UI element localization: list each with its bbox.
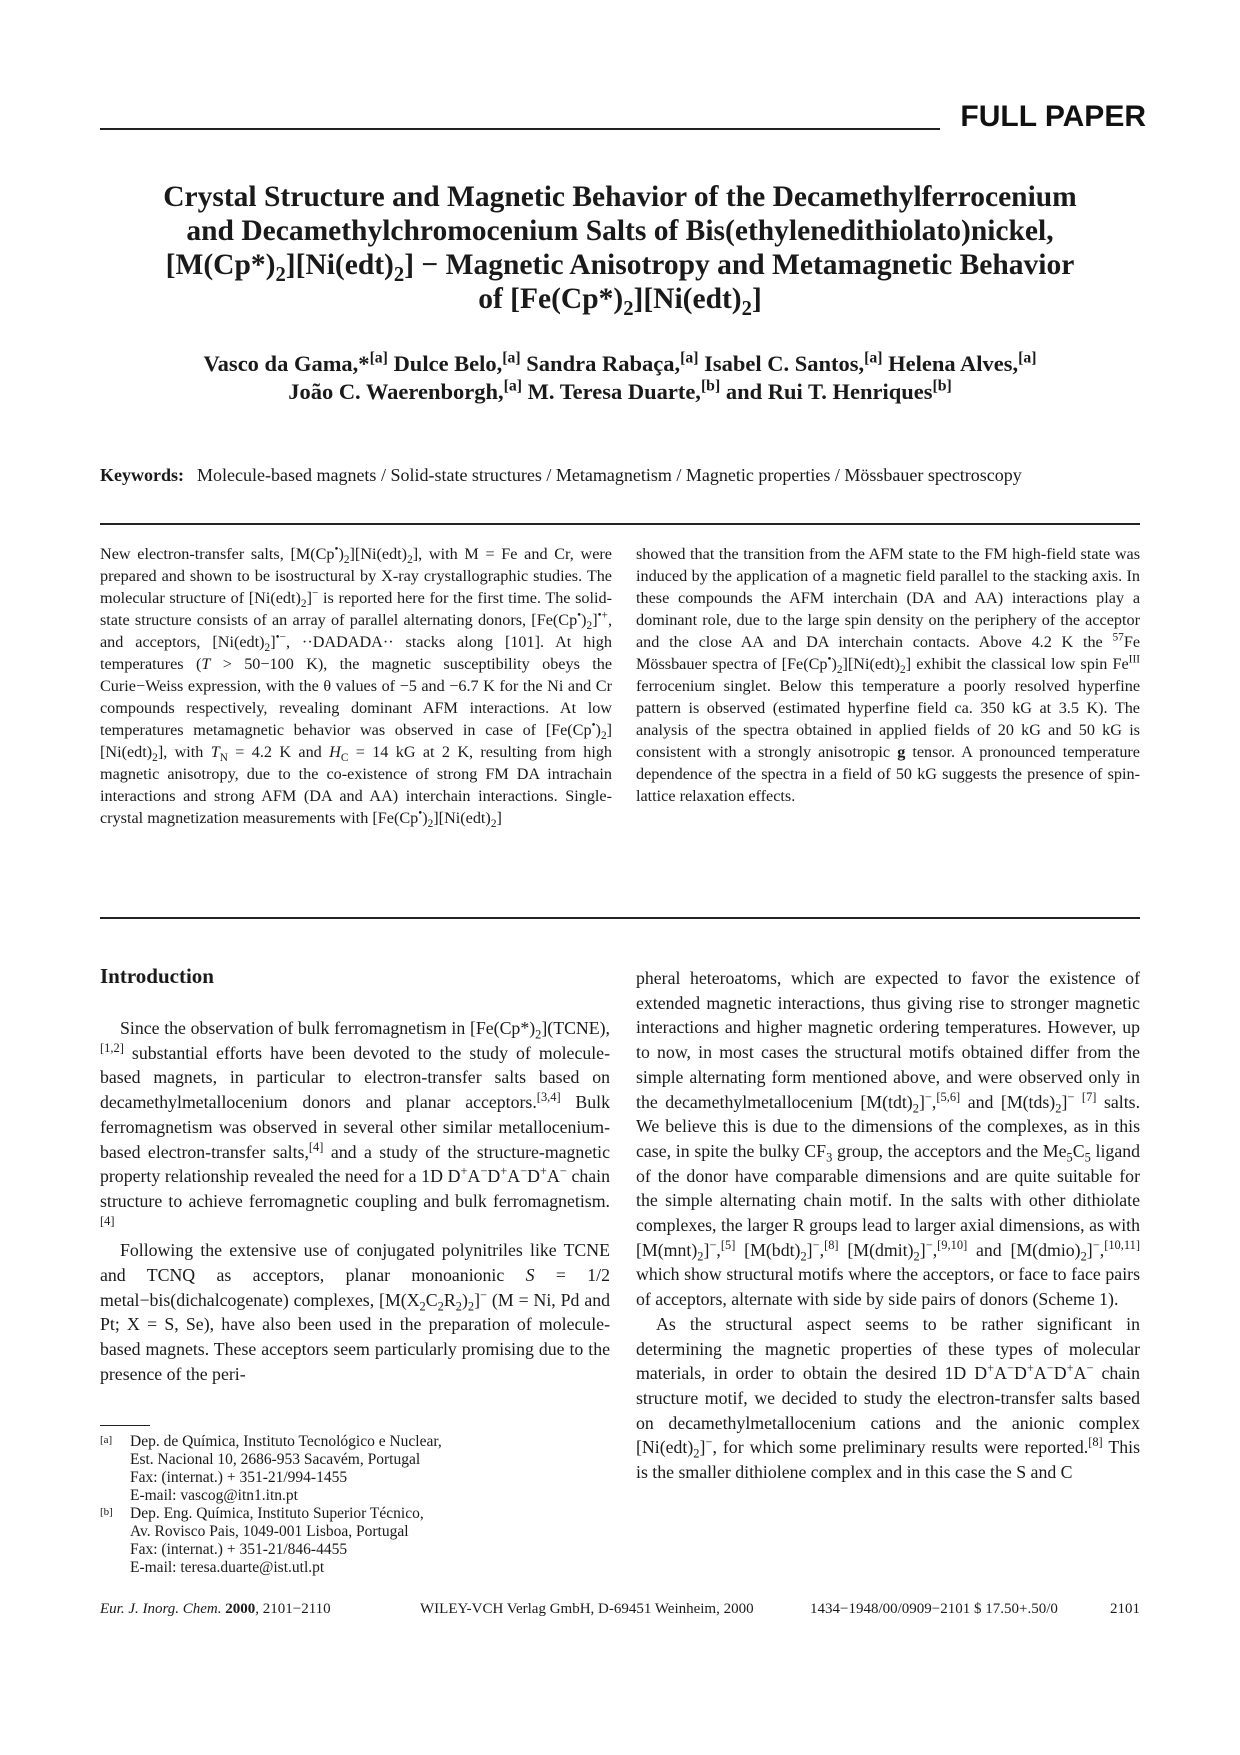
keywords-text: Molecule-based magnets / Solid-state structures / Metamagnetism / Magnetic properties / Mössbauer spectroscopy [197, 465, 1022, 485]
affiliation-line: Dep. Eng. Química, Instituto Superior Técnico, [130, 1505, 424, 1522]
affiliation-line: Est. Nacional 10, 2686-953 Sacavém, Portugal [130, 1451, 421, 1468]
abstract-left-column: New electron-transfer salts, $[M(Cp^•)_2][Ni(edt)_2]$, with M = Fe and Cr, were prepared and shown to be isostructural by X-ray crystallographic studies. The molecular structure of $[Ni(edt)_2]^-$ is reported here for the first time. The solid-state structure consists of an array of parallel alternating donors, $[Fe(Cp^•)_2]^{•+}$, and acceptors, $[Ni(edt)_2]^{•-}$, ··DADADA·· stacks along [101]. At high temperatures (T > 50−100 K), the magnetic susceptibility obeys the Curie−Weiss expression, with the θ values of −5 and −6.7 K for the Ni and Cr compounds respectively, revealing dominant AFM interactions. At low temperatures metamagnetic behavior was observed in case of $[Fe(Cp^•)_2][Ni(edt)_2]$, with $T_N = 4.2$ K and $H_C = 14$ kG at 2 K, resulting from high magnetic anisotropy, due to the co-existence of strong FM DA intrachain interactions and strong AFM (DA and AA) interchain interactions. Single-crystal magnetization measurements with $[Fe(Cp^•)_2][Ni(edt)_2]$ [100, 543, 613, 831]
publisher: WILEY-VCH Verlag GmbH, D-69451 Weinheim, 2000 [420, 1601, 754, 1617]
paragraph: pheral heteroatoms, which are expected to favor the existence of extended magnetic interactions, thus giving rise to stronger magnetic interactions and higher magnetic ordering temperatures. However, up to now, in most cases the structural motifs obtained differ from the simple alternating form mentioned above, and were observed only in the decamethylmetallocenium $[M(tdt)_2]^-,[5,6]$ and $[M(tds)_2]^-$ [7] salts. We believe this is due to the dimensions of the complexes, as in this case, in spite the bulky $CF_3$ group, the acceptors and the $Me_5C_5$ ligand of the donor have comparable dimensions and are quite suitable for the simple alternating chain motif. In the salts with other dithiolate complexes, the larger R groups lead to larger axial dimensions, as with $[M(mnt)_2]^-,[5]$ $[M(bdt)_2]^-,[8]$ $[M(dmit)_2]^-,[9,10]$ and $[M(dmio)_2]^-,[10,11]$ which show structural motifs where the acceptors, or face to face pairs of acceptors, alternate with side by side pairs of donors (Scheme 1). [636, 968, 1141, 1310]
body-left-column [100, 1016, 610, 1387]
footnote-mark: [a] [100, 1434, 113, 1446]
affiliation-a [100, 1433, 520, 1505]
abstract-top-rule [100, 523, 1140, 525]
footnote-mark: [b] [100, 1506, 113, 1518]
affiliation-b [100, 1505, 520, 1577]
issn-code: 1434−1948/00/0909−2101 $ 17.50+.50/0 [810, 1601, 1058, 1617]
paper-title: Crystal Structure and Magnetic Behavior of the Decamethylferrocenium and Decamethylchromocenium Salts of Bis(ethylenedithiolato)nickel, $[M(Cp*)_2][Ni(edt)_2]$ − Magnetic Anisotropy and Metamagnetic Behavior of $[Fe(Cp*)_2][Ni(edt)_2]$ [163, 181, 1077, 320]
header-rule [100, 128, 940, 130]
body-right-column [636, 966, 1140, 1485]
affiliation-line: Fax: (internat.) + 351-21/994-1455 [130, 1469, 348, 1486]
abstract-right-column: showed that the transition from the AFM state to the FM high-field state was induced by the application of a magnetic field parallel to the stacking axis. In these compounds the AFM interchain (DA and AA) interactions play a dominant role, due to the large spin density on the periphery of the acceptor and the close AA and DA interchain contacts. Above 4.2 K the $^{57}$Fe Mössbauer spectra of $[Fe(Cp^•)_2][Ni(edt)_2]$ exhibit the classical low spin $Fe^{III}$ ferrocenium singlet. Below this temperature a poorly resolved hyperfine pattern is observed (estimated hyperfine field ca. 350 kG at 3.5 K). The analysis of the spectra obtained in applied fields of 20 kG and 50 kG is consistent with a strongly anisotropic g tensor. A pronounced temperature dependence of the spectra in a field of 50 kG suggests the presence of spin-lattice relaxation effects. [636, 545, 1140, 805]
page-number: 2101 [1110, 1601, 1140, 1617]
affiliation-line: Dep. de Química, Instituto Tecnológico e Nuclear, [130, 1433, 442, 1450]
section-heading-introduction: Introduction [100, 964, 214, 988]
keywords-label: Keywords: [100, 465, 184, 485]
affiliation-email: E-mail: teresa.duarte@ist.utl.pt [130, 1559, 325, 1576]
footnote-rule [100, 1425, 150, 1426]
journal-citation: Eur. J. Inorg. Chem. 2000, 2101−2110 [100, 1601, 331, 1617]
paragraph: Following the extensive use of conjugated polynitriles like TCNE and TCNQ as acceptors, planar monoanionic S = 1/2 metal−bis(dichalcogenate) complexes, $[M(X_2C_2R_2)_2]^-$ (M = Ni, Pd and Pt; X = S, Se), have also been used in the preparation of molecule-based magnets. These acceptors seem particularly promising due to the presence of the peri- [100, 1240, 610, 1384]
author-list: Vasco da Gama,*[a] Dulce Belo,[a] Sandra Rabaça,[a] Isabel C. Santos,[a] Helena Alves,[a] João C. Waerenborgh,[a] M. Teresa Duarte,[b] and Rui T. Henriques[b] [203, 349, 1037, 404]
affiliation-line: Av. Rovisco Pais, 1049-001 Lisboa, Portugal [130, 1523, 409, 1540]
affiliation-email: E-mail: vascog@itn1.itn.pt [130, 1487, 298, 1504]
keywords [100, 464, 1140, 487]
affiliation-line: Fax: (internat.) + 351-21/846-4455 [130, 1541, 348, 1558]
paragraph: Since the observation of bulk ferromagnetism in $[Fe(Cp*)_2](TCNE),[1,2]$ substantial efforts have been devoted to the study of molecule-based magnets, in particular to electron-transfer salts based on decamethylmetallocenium donors and planar acceptors.[3,4] Bulk ferromagnetism was observed in several other similar metallocenium-based electron-transfer salts,[4] and a study of the structure-magnetic property relationship revealed the need for a 1D D+A−D+A−D+A− chain structure to achieve ferromagnetic coupling and bulk ferromagnetism.[4] [100, 1018, 611, 1228]
affiliations [100, 1433, 520, 1577]
paragraph: As the structural aspect seems to be rather significant in determining the magnetic properties of these types of molecular materials, in order to obtain the desired 1D D+A−D+A−D+A− chain structure motif, we decided to study the electron-transfer salts based on decamethylmetallocenium cations and the anionic complex $[Ni(edt)_2]^-$, for which some preliminary results were reported.[8] This is the smaller dithiolene complex and in this case the S and C [636, 1313, 1140, 1483]
article-type-badge: FULL PAPER [960, 100, 1146, 133]
abstract-bottom-rule [100, 917, 1140, 919]
